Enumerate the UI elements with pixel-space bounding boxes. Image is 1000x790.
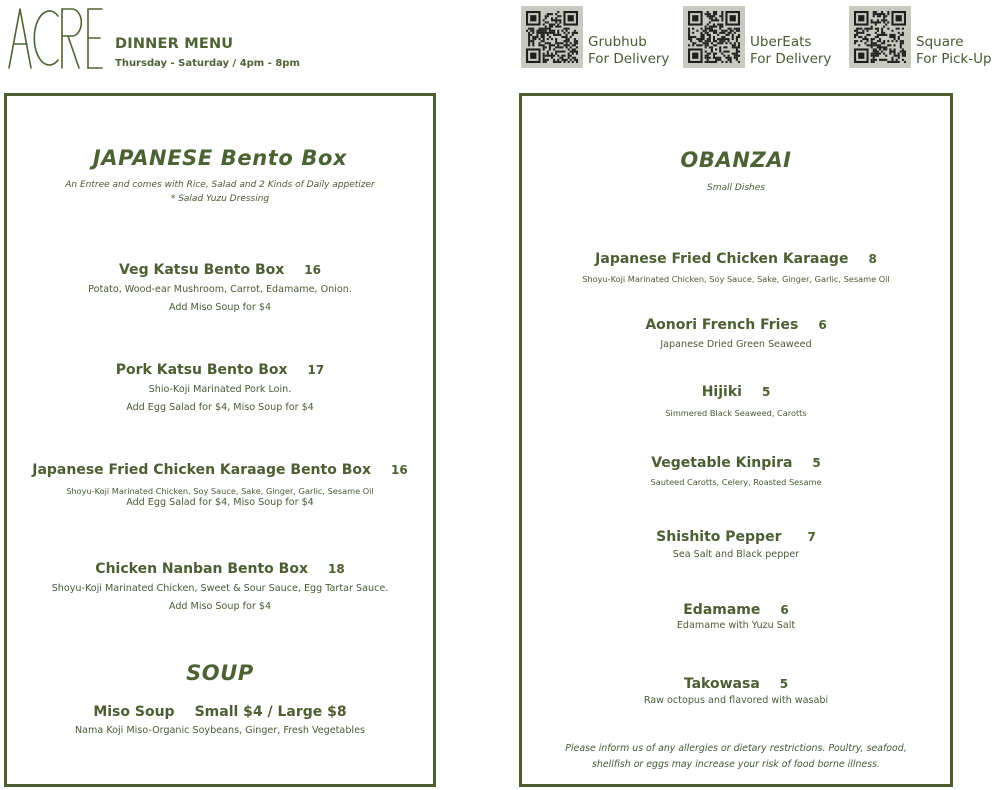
obanzai-subtitle: Small Dishes — [707, 183, 765, 193]
square-label: Square For Pick-Up — [916, 34, 992, 67]
menu-item-name: Hijiki 5 — [701, 384, 771, 400]
qr-code-icon[interactable] — [849, 6, 911, 68]
menu-item-price: 16 — [304, 263, 321, 277]
menu-item-name: Edamame 6 — [683, 602, 789, 618]
menu-item-desc: Simmered Black Seaweed, Carotts — [665, 408, 807, 418]
menu-item-name: Miso Soup Small $4 / Large $8 — [93, 704, 347, 720]
bento-subtitle: An Entree and comes with Rice, Salad and 2 Kinds of Daily appetizer — [65, 180, 375, 190]
menu-item-desc: Shoyu-Koji Marinated Chicken, Soy Sauce, Sake, Ginger, Garlic, Sesame Oil — [582, 274, 890, 284]
menu-item-addon: Add Egg Salad for $4, Miso Soup for $4 — [126, 497, 314, 508]
menu-item-desc: Sea Salt and Black pepper — [672, 549, 800, 560]
menu-item-price: 6 — [780, 603, 789, 617]
menu-item-desc: Nama Koji Miso-Organic Soybeans, Ginger, Fresh Vegetables — [75, 725, 365, 736]
menu-hours: Thursday - Saturday / 4pm - 8pm — [115, 58, 300, 69]
obanzai-section-title: OBANZAI — [680, 148, 792, 172]
menu-item-name: Japanese Fried Chicken Karaage 8 — [595, 251, 877, 267]
grubhub-label: Grubhub For Delivery — [588, 34, 670, 67]
menu-title: DINNER MENU — [115, 36, 234, 52]
bento-menu-panel — [4, 93, 436, 787]
menu-item-price: 7 — [807, 530, 816, 544]
allergy-notice: Please inform us of any allergies or dietary restrictions. Poultry, seafood, shellfish or eggs may increase your risk of food borne illness. — [565, 743, 907, 770]
menu-item-name: Shishito Pepper 7 — [656, 529, 816, 545]
menu-item-name: Japanese Fried Chicken Karaage Bento Box 16 — [32, 462, 408, 478]
menu-item-name: Chicken Nanban Bento Box 18 — [95, 561, 345, 577]
qr-code-icon[interactable] — [683, 6, 745, 68]
menu-item-addon: Add Egg Salad for $4, Miso Soup for $4 — [126, 402, 314, 413]
menu-item-price: 6 — [818, 318, 827, 332]
menu-item-desc: Shoyu-Koji Marinated Chicken, Soy Sauce, Sake, Ginger, Garlic, Sesame Oil — [66, 486, 374, 496]
menu-item-name: Veg Katsu Bento Box 16 — [119, 262, 321, 278]
menu-item-desc: Shoyu-Koji Marinated Chicken, Sweet & Sour Sauce, Egg Tartar Sauce. — [51, 583, 389, 594]
menu-item-name: Vegetable Kinpira 5 — [651, 455, 821, 471]
menu-item-price: 18 — [327, 562, 345, 576]
menu-item-addon: Add Miso Soup for $4 — [168, 601, 272, 612]
menu-item-desc: Sauteed Carotts, Celery, Roasted Sesame — [650, 477, 822, 487]
menu-item-desc: Japanese Dried Green Seaweed — [660, 339, 812, 350]
bento-section-title: JAPANESE Bento Box — [92, 146, 348, 170]
menu-item-price: Small $4 / Large $8 — [194, 704, 347, 720]
ubereats-label: UberEats For Delivery — [750, 34, 832, 67]
menu-item-name: Aonori French Fries 6 — [645, 317, 827, 333]
qr-code-icon[interactable] — [521, 6, 583, 68]
menu-item-price: 5 — [761, 385, 771, 399]
menu-item-desc: Edamame with Yuzu Salt — [676, 620, 796, 631]
menu-item-desc: Potato, Wood-ear Mushroom, Carrot, Edamame, Onion. — [88, 284, 352, 295]
menu-item-price: 8 — [868, 252, 877, 266]
menu-item-name: Takowasa 5 — [683, 676, 789, 692]
menu-item-addon: Add Miso Soup for $4 — [168, 302, 272, 313]
soup-section-title: SOUP — [186, 661, 254, 685]
menu-item-price: 5 — [812, 456, 821, 470]
menu-item-desc: Shio-Koji Marinated Pork Loin. — [148, 384, 292, 395]
menu-item-desc: Raw octopus and flavored with wasabi — [643, 695, 829, 706]
acre-logo — [6, 6, 104, 70]
menu-item-price: 5 — [779, 677, 789, 691]
bento-dressing-note: * Salad Yuzu Dressing — [170, 194, 270, 204]
menu-item-price: 17 — [307, 363, 325, 377]
menu-item-name: Pork Katsu Bento Box 17 — [115, 362, 325, 378]
obanzai-menu-panel — [519, 93, 953, 787]
menu-item-price: 16 — [391, 463, 408, 477]
